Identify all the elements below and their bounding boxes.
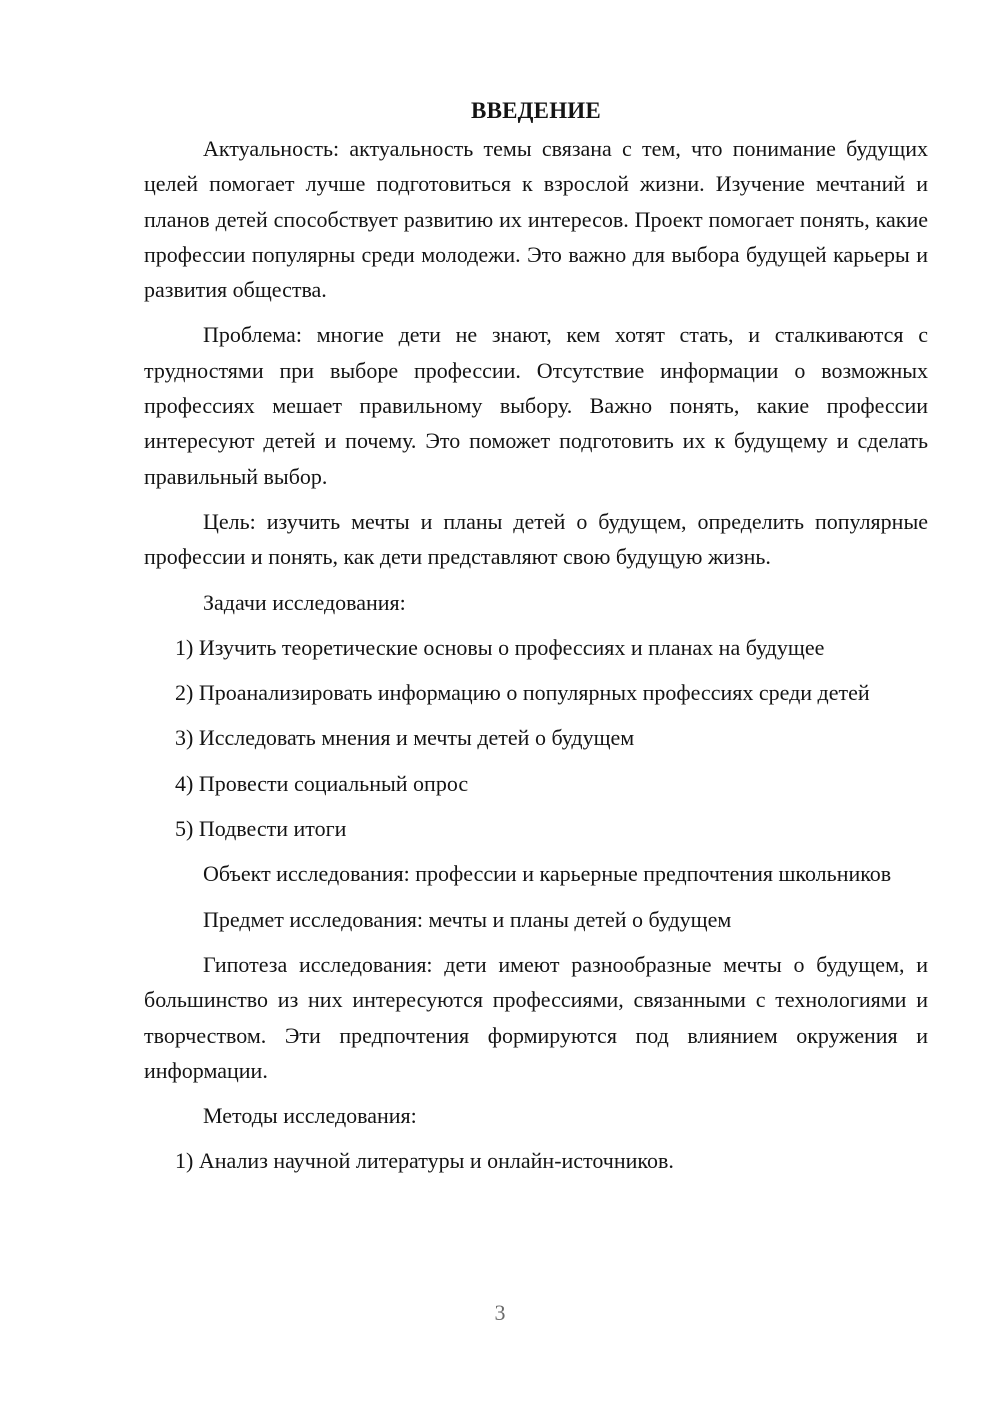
goal-paragraph: Цель: изучить мечты и планы детей о будущем, определить популярные профессии и понять, как дети представляют свою будущую жизнь. (144, 508, 928, 570)
task-item-3: 3) Исследовать мнения и мечты детей о будущем (175, 725, 635, 751)
document-page (144, 96, 928, 1179)
object-paragraph: Объект исследования: профессии и карьерные предпочтения школьников (203, 861, 892, 887)
method-item-1: 1) Анализ научной литературы и онлайн-источников. (175, 1148, 674, 1174)
task-item-2: 2) Проанализировать информацию о популярных профессиях среди детей (175, 680, 870, 706)
problem-paragraph: Проблема: многие дети не знают, кем хотят стать, и сталкиваются с трудностями при выборе профессии. Отсутствие информации о возможных профессиях мешает правильному выбору. Важно понять, какие профессии интересуют детей и почему. Это поможет подготовить их к будущему и сделать правильный выбор. (144, 322, 928, 489)
methods-title: Методы исследования: (203, 1103, 417, 1129)
relevance-paragraph: Актуальность: актуальность темы связана с тем, что понимание будущих целей помогает лучше подготовиться к взрослой жизни. Изучение мечтаний и планов детей способствует развитию их интересов. Проект помогает понять, какие профессии популярны среди молодежи. Это важно для выбора будущей карьеры и развития общества. (144, 136, 928, 303)
hypothesis-paragraph: Гипотеза исследования: дети имеют разнообразные мечты о будущем, и большинство из них интересуются профессиями, связанными с технологиями и творчеством. Эти предпочтения формируются под влиянием окружения и информации. (144, 951, 928, 1083)
task-item-5: 5) Подвести итоги (175, 816, 347, 842)
section-heading: ВВЕДЕНИЕ (471, 98, 601, 123)
page-number: 3 (494, 1300, 506, 1325)
tasks-title: Задачи исследования: (203, 589, 406, 615)
subject-paragraph: Предмет исследования: мечты и планы детей о будущем (203, 906, 732, 932)
task-item-4: 4) Провести социальный опрос (175, 770, 469, 796)
task-item-1: 1) Изучить теоретические основы о профессиях и планах на будущее (175, 634, 825, 660)
